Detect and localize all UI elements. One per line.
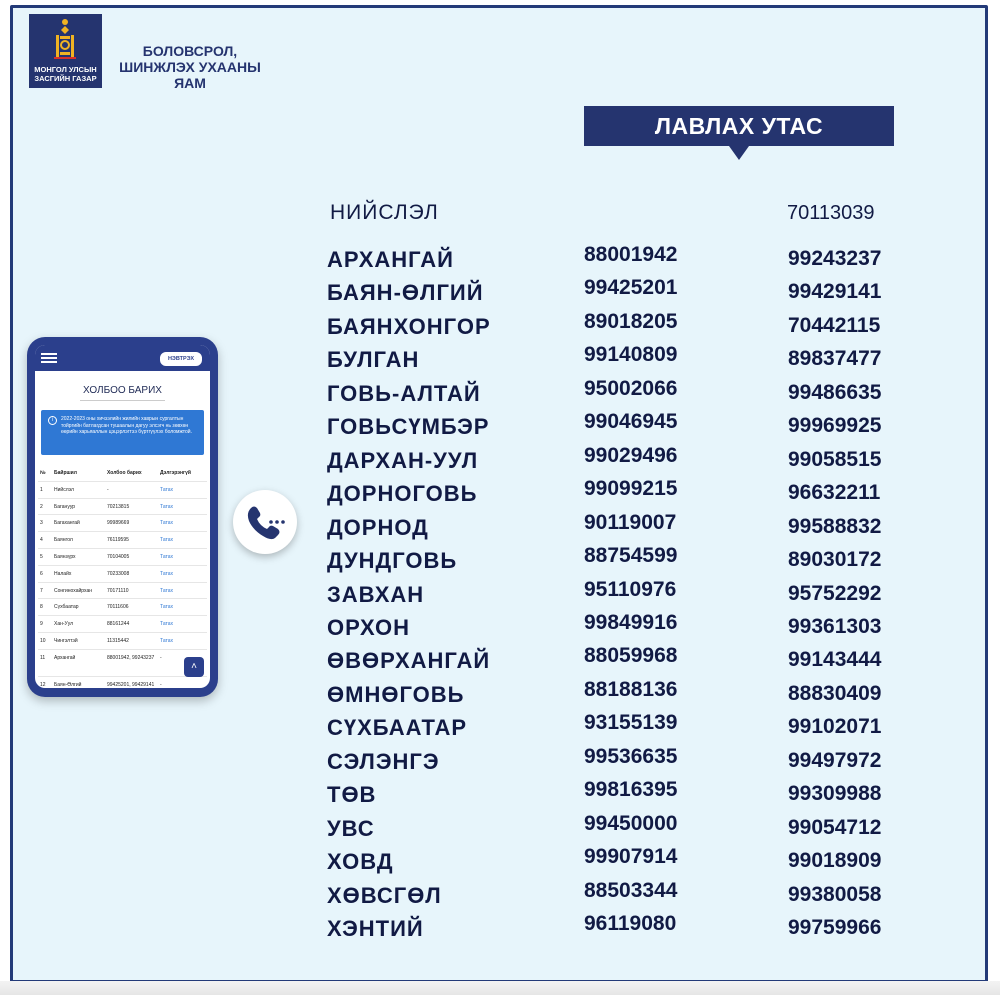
row-detail-link[interactable]: Татах <box>160 503 174 510</box>
contact-table <box>38 465 207 688</box>
row-detail-link[interactable]: Татах <box>160 520 174 527</box>
government-logo <box>29 14 102 88</box>
row-location: Нийслэл <box>54 486 74 493</box>
phone-number-2: 99018909 <box>788 849 882 873</box>
province-name: АРХАНГАЙ <box>327 247 454 272</box>
row-number: 7 <box>40 587 43 594</box>
phone-number-2: 99361303 <box>788 614 882 638</box>
phone-number-2: 99497972 <box>788 748 882 772</box>
row-detail-link[interactable]: Татах <box>160 486 174 493</box>
row-contact: - <box>107 486 109 493</box>
table-row <box>38 599 207 616</box>
table-row <box>38 515 207 532</box>
col-location-header: Байршил <box>54 470 77 476</box>
phone-number-1: 99140809 <box>584 343 678 367</box>
row-contact: 99425201, 99429141 <box>107 681 155 688</box>
phone-number-2: 99588832 <box>788 514 882 538</box>
directory-row <box>0 276 1000 310</box>
phone-number-2: 99759966 <box>788 916 882 939</box>
row-location: Архангай <box>54 654 76 661</box>
row-location: Хан-Уул <box>54 621 74 628</box>
province-name: ӨМНӨГОВЬ <box>327 681 465 707</box>
row-location: Сонгинохайрхан <box>54 587 92 594</box>
phone-number-1: 88754599 <box>584 544 678 568</box>
login-button[interactable]: НЭВТРЭХ <box>160 352 202 366</box>
directory-row <box>0 778 1000 812</box>
province-name: ДОРНОГОВЬ <box>327 481 478 507</box>
phone-number-2: 95752292 <box>788 581 882 605</box>
phone-call-icon <box>233 490 297 554</box>
phone-number-2: 99309988 <box>788 782 882 806</box>
phone-number-1: 99536635 <box>584 744 678 768</box>
ministry-name: БОЛОВСРОЛ, ШИНЖЛЭХ УХААНЫ ЯАМ <box>119 43 261 91</box>
province-name: СЭЛЭНГЭ <box>327 748 440 774</box>
table-row <box>38 616 207 633</box>
phone-number-1: 93155139 <box>584 711 678 735</box>
province-name: ГОВЬСҮМБЭР <box>327 414 490 440</box>
phone-number-2: 99969925 <box>788 414 882 438</box>
phone-number-1: 99849916 <box>584 610 678 634</box>
contact-title: ХОЛБОО БАРИХ <box>83 385 162 396</box>
phone-number-1: 99099215 <box>584 477 678 501</box>
row-number: 3 <box>40 520 43 527</box>
call-button <box>233 490 297 554</box>
row-location: Багахангай <box>54 520 80 527</box>
province-name: СҮХБААТАР <box>327 715 468 741</box>
row-contact: 70104005 <box>107 553 130 560</box>
row-number: 1 <box>40 486 43 493</box>
row-detail-link[interactable]: Татах <box>160 537 174 544</box>
bottom-strip <box>0 981 1000 995</box>
directory-row <box>0 811 1000 846</box>
row-number: 5 <box>40 553 43 560</box>
info-icon: i <box>48 416 57 425</box>
phone-number-1: 99816395 <box>584 778 678 802</box>
province-name: УВС <box>327 815 375 841</box>
hamburger-icon[interactable] <box>41 353 57 363</box>
row-detail-link: - <box>160 654 162 661</box>
col-detail-header: Дэлгэрэнгүй <box>160 470 191 476</box>
row-number: 12 <box>40 681 46 688</box>
row-number: 4 <box>40 537 43 544</box>
phone-screen <box>35 345 210 688</box>
directory-row <box>0 878 1000 913</box>
province-name: ТӨВ <box>327 782 377 808</box>
table-row <box>38 677 207 688</box>
row-location: Баянгол <box>54 537 73 544</box>
province-name: ХЭНТИЙ <box>327 916 424 941</box>
logo-line-2: ЗАСГИЙН ГАЗАР <box>34 74 97 83</box>
table-row <box>38 549 207 566</box>
phone-number-1: 95110976 <box>584 577 677 601</box>
phone-number-2: 99054712 <box>788 815 882 839</box>
phone-number-2: 96632211 <box>788 481 881 505</box>
row-detail-link[interactable]: Татах <box>160 604 174 611</box>
province-name: ДАРХАН-УУЛ <box>327 447 479 473</box>
phone-number-1: 99425201 <box>584 276 678 300</box>
province-name: БАЯНХОНГОР <box>327 313 491 339</box>
row-contact: 76119595 <box>107 537 129 544</box>
table-row <box>38 499 207 516</box>
row-location: Налайх <box>54 570 72 577</box>
row-detail-link: - <box>160 681 162 688</box>
province-name: БУЛГАН <box>327 347 420 373</box>
table-row <box>38 482 207 499</box>
notice-box <box>41 410 204 455</box>
row-location: Баянзүрх <box>54 553 76 560</box>
phone-number-1: 96119080 <box>584 912 677 935</box>
capital-phone: 70113039 <box>787 202 875 224</box>
directory-row <box>0 711 1000 745</box>
table-header <box>38 465 207 482</box>
province-name: ӨВӨРХАНГАЙ <box>327 648 491 674</box>
row-contact: 70213815 <box>107 503 130 510</box>
notice-text: 2022-2023 оны хичээлийн жилийн хаврын сургалтын тойргийн батлагдсан тушаалын дагуу элсэгч нь зөвхөн өөрийн харьяаллын цэцэрлэгтээ бүртгүүлэх боломжтой. <box>61 416 192 435</box>
directory-row <box>0 744 1000 779</box>
province-name: ХӨВСГӨЛ <box>327 882 442 908</box>
phone-number-2: 99143444 <box>788 648 882 672</box>
table-body <box>38 482 207 688</box>
row-number: 9 <box>40 621 43 628</box>
phone-number-2: 99058515 <box>788 447 882 471</box>
row-location: Сүхбаатар <box>54 604 79 611</box>
row-contact: 70233008 <box>107 570 130 577</box>
phone-number-2: 99243237 <box>788 247 882 270</box>
logo-line-1: МОНГОЛ УЛСЫН <box>34 65 97 74</box>
phone-number-1: 88059968 <box>584 644 678 668</box>
row-number: 2 <box>40 503 43 510</box>
row-number: 11 <box>40 654 46 661</box>
title-divider <box>80 400 165 401</box>
directory-row <box>0 243 1000 277</box>
phone-number-1: 95002066 <box>584 376 678 400</box>
phone-number-1: 99046945 <box>584 410 678 434</box>
row-contact: 70171110 <box>107 587 129 594</box>
row-detail-link[interactable]: Татах <box>160 637 174 644</box>
table-row <box>38 583 207 600</box>
row-location: Баян-Өлгий <box>54 681 82 688</box>
soyombo-emblem-icon <box>52 18 78 60</box>
table-row <box>38 532 207 549</box>
phone-number-1: 88503344 <box>584 878 678 902</box>
phone-number-2: 88830409 <box>788 681 882 705</box>
province-name: ЗАВХАН <box>327 581 425 607</box>
row-contact: 11315442 <box>107 637 129 644</box>
capital-name: НИЙСЛЭЛ <box>330 201 439 224</box>
row-detail-link[interactable]: Татах <box>160 570 174 577</box>
phone-mockup <box>27 337 218 697</box>
province-name: ХОВД <box>327 849 394 875</box>
province-name: БАЯН-ӨЛГИЙ <box>327 280 484 306</box>
chevron-up-icon[interactable]: ˄ <box>184 657 204 677</box>
col-contact-header: Холбоо барих <box>107 470 142 476</box>
table-row <box>38 650 207 677</box>
province-name: ОРХОН <box>327 614 411 640</box>
row-number: 8 <box>40 604 43 611</box>
row-contact: 99989669 <box>107 520 130 527</box>
phone-number-2: 99486635 <box>788 380 882 404</box>
phone-number-1: 99450000 <box>584 811 678 835</box>
row-location: Чингэлтэй <box>54 637 78 644</box>
directory-banner: ЛАВЛАХ УТАС <box>584 106 894 146</box>
row-contact: 88161244 <box>107 621 130 628</box>
row-number: 10 <box>40 637 46 644</box>
phone-number-2: 99429141 <box>788 280 882 304</box>
table-row <box>38 566 207 583</box>
row-detail-link[interactable]: Татах <box>160 621 174 628</box>
phone-header <box>35 345 210 371</box>
phone-number-1: 99907914 <box>584 845 678 869</box>
phone-number-2: 89837477 <box>788 347 882 371</box>
col-number-header: № <box>40 470 46 476</box>
row-detail-link[interactable]: Татах <box>160 553 174 560</box>
phone-number-1: 90119007 <box>584 510 677 534</box>
row-contact: 70111606 <box>107 604 129 611</box>
province-name: ДОРНОД <box>327 514 429 540</box>
row-contact: 88001942, 99243237 <box>107 654 155 661</box>
row-location: Багануур <box>54 503 76 510</box>
row-detail-link[interactable]: Татах <box>160 587 174 594</box>
table-row <box>38 633 207 650</box>
phone-number-1: 99029496 <box>584 443 678 467</box>
phone-number-2: 99380058 <box>788 882 882 906</box>
phone-number-1: 88188136 <box>584 677 678 701</box>
phone-number-1: 89018205 <box>584 309 678 333</box>
phone-number-2: 70442115 <box>788 313 881 337</box>
province-name: ДУНДГОВЬ <box>327 548 458 574</box>
directory-row <box>0 845 1000 879</box>
phone-number-2: 89030172 <box>788 548 882 572</box>
banner-pointer <box>729 146 749 160</box>
row-number: 6 <box>40 570 43 577</box>
directory-row <box>0 912 1000 946</box>
phone-number-2: 99102071 <box>788 715 882 739</box>
province-name: ГОВЬ-АЛТАЙ <box>327 380 481 406</box>
phone-number-1: 88001942 <box>584 243 678 266</box>
